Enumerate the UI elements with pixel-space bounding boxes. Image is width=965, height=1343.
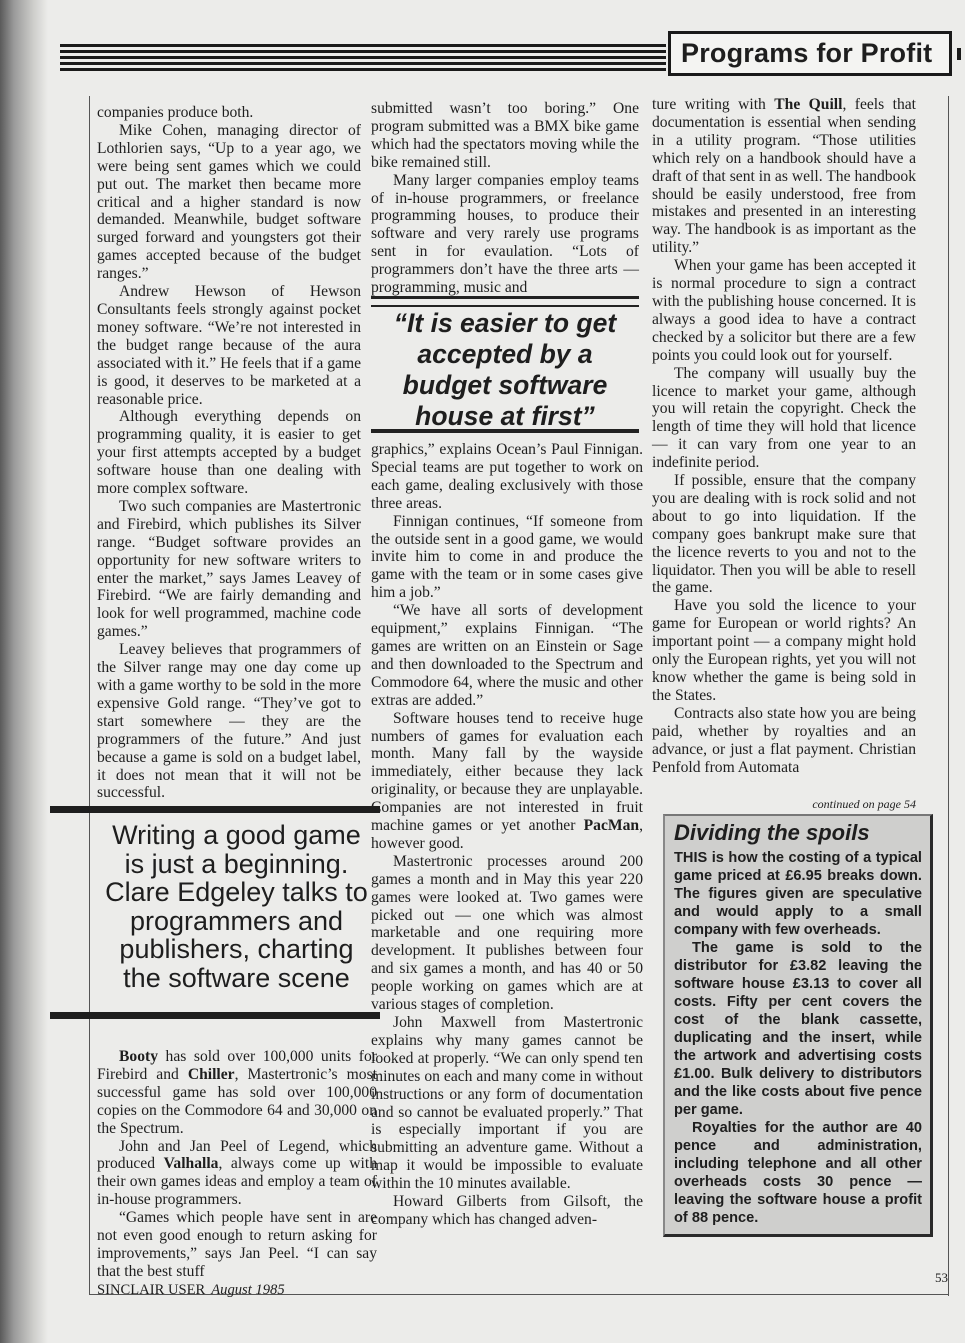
game-title: Booty [119,1048,158,1065]
paragraph: Mike Cohen, managing director of Lothlorien says, “Up to a year ago, we were being sent games which we could put out. The market then became more critical and a higher standard is now demanded. Meanwhile, budget software surged forward and youngsters got their games accepted because of the budget ranges.” [97,121,361,283]
paragraph: Many larger companies employ teams of in-house programmers, or freelance programming houses, to produce their software and very rarely use programs sent in for evaulation. “Lots of programmers don’t have the three arts — programming, music and [371,171,639,297]
page-binding-shadow [0,0,48,1343]
text: Software houses tend to receive huge numbers of games for evaluation each month. Many fall by the wayside immediately, either because they lack originality, or because they are unplayable. Companies are not interested in fruit machine games or yet another [371,709,643,835]
paragraph: Howard Gilberts from Gilsoft, the company which has changed adven- [371,1193,643,1228]
text: ture writing with [652,96,775,113]
page-number: 53 [935,1270,948,1285]
product-title: The Quill [774,96,843,113]
heading-rule-bottom [50,1012,380,1019]
game-title: Chiller [187,1065,235,1083]
column-2-bottom [371,441,643,1229]
sidebar-title: Dividing the spoils [674,820,870,845]
sidebar-paragraph: Royalties for the author are 40 pence and administration, including telephone and all other overheads costs 30 pence — leaving the software house a profit of 88 pence. [674,1120,922,1226]
header-rule-lines [60,44,666,72]
column-2-top [371,100,639,297]
paragraph: “We have all sorts of development equipment,” explains Finnigan. “The games are written on an Einstein or Sage and then downloaded to the Spectrum and Commodore 64, where the music and other extras are added.” [371,602,643,709]
paragraph: Mastertronic processes around 200 games a month and in May this year 220 games were looked at. Two games were picked out — one which was almost marketable and one requiring more development. It publishes between four and six games a month, and has 40 or 50 people working on games which are at various stages of completion. [371,852,643,1014]
footer [97,1282,285,1299]
paragraph: Although everything depends on programming quality, it is easier to get your first attempts accepted by a budget software house than one dealing with more complex software. [97,408,361,498]
header-tick [957,48,961,60]
column-1-top [97,104,361,802]
section-header: Programs for Profit [668,31,952,76]
paragraph [97,1138,377,1210]
pull-quote: “It is easier to get accepted by a budget software house at first” [371,305,639,433]
paragraph: Andrew Hewson of Hewson Consultants feels strongly against pocket money software. “We’re not interested in the budget range because of the aura associated with it.” He feels that if a game is good, it deserves to be marketed at a reasonable price. [97,283,361,408]
paragraph: Have you sold the licence to your game for European or world rights? An important point — a company might hold only the European rights, yet you will not know whether the game is being sold in the States. [652,597,916,704]
paragraph: Two such companies are Mastertronic and Firebird, which publishes its Silver range. “Budget software provides an opportunity for new software writers to enter the market,” says James Leavey of Firebird. “We are fairly demanding and look for well programmed, machine code games.” [97,497,361,641]
paragraph: The company will usually buy the licence to market your game, although you will retain the copyright. Check the length of time they will hold that licence — it can vary from one year to an indefinite period. [652,364,916,472]
game-title: PacMan [583,817,640,835]
paragraph: When your game has been accepted it is normal procedure to sign a contract with the publishing house concerned. It is always a good idea to have a contract checked by a solicitor but there are a few points you could look out for yourself. [652,257,916,364]
paragraph: Leavey believes that programmers of the Silver range may one day come up with a game worthy to be sold in the more expensive Gold range. “They’ve got to start somewhere — they are the programmers of the future.” And just because a game is sold on a budget label, it does not mean that it will not be successful. [97,641,361,802]
text: , always come up with their own games ideas and employ a team of in-house programmers. [97,1155,377,1209]
game-title: Valhalla [163,1155,219,1173]
paragraph [371,710,643,853]
column-1-bottom [97,1048,377,1281]
text: , feels that documentation is essential when sending in a utility program. “Those utilities which rely on a handbook should have a draft of that sent in as well. The handbook should be easily understood, free from mistakes and presented in an interesting way. The handbook is as important as the utility.” [652,96,916,257]
sidebar-paragraph: The game is sold to the distributor for £3.82 leaving the software house £3.13 to cover all costs. Fifty per cent covers the cost of the blank cassette, duplicating and the insert, while the artwork and advertising costs £1.00. Bulk delivery to distributors and the like costs about five pence per game. [674,940,922,1118]
text: has sold over 100,000 units for Firebird and [97,1048,377,1083]
sidebar-paragraph: THIS is how the costing of a typical game priced at £6.95 breaks down. The figures given are speculative and would apply to a small company with few overheads. [674,850,922,938]
issue-date: August 1985 [211,1282,285,1298]
text: John and Jan Peel of Legend, which produced [97,1137,377,1173]
paragraph: submitted wasn’t too boring.” One program submitted was a BMX bike game which had the spectators moving while the bike remained still. [371,100,639,171]
paragraph: John Maxwell from Mastertronic explains why many games cannot be looked at properly. “We can only spend ten minutes on each and many come in without instructions or any form of documentation and so cannot be evaluated properly.” That is especially important if you are submitting an adventure game. Without a map it would be impossible to evaluate within the 10 minutes available. [371,1014,643,1193]
paragraph: “Games which people have sent in are not even good enough to return asking for improvements,” says Jan Peel. “I can say that the best stuff [97,1209,377,1280]
frame-left-rule [89,96,90,1294]
frame-right-rule [948,96,949,1296]
magazine-name: SINCLAIR USER [97,1282,206,1298]
paragraph: graphics,” explains Ocean’s Paul Finnigan. Special teams are put together to work on each game, dealing exclusively with those three areas. [371,441,643,512]
column-3 [652,96,916,776]
paragraph [97,1048,377,1138]
continued-note: continued on page 54 [812,797,916,811]
paragraph [652,96,916,257]
paragraph: Contracts also state how you are being paid, whether by royalties and an advance, or just a flat payment. Christian Penfold from Automata [652,704,916,776]
text: , however good. [371,817,643,852]
text: , Mastertronic’s most successful game has sold over 100,000 copies on the Commodore 64 and 30,000 on the Spectrum. [97,1065,377,1137]
paragraph: Finnigan continues, “If someone from the outside sent in a good game, we would invite him to come in and produce the game with the team or in some cases give him a job.” [371,512,643,602]
heading-rule-top [50,806,380,813]
pull-quote-rule [371,296,639,299]
paragraph: If possible, ensure that the company you are dealing with is rock solid and not about to go into liquidation. If the company goes bankrupt make sure that the licence reverts to you and not to the liquidator. Then you will be able to resell the game. [652,472,916,597]
feature-heading: Writing a good game is just a beginning. Clare Edgeley talks to programmers and publishers, charting the software scene [105,820,368,993]
paragraph: companies produce both. [97,104,254,121]
sidebar-box [663,814,933,1237]
